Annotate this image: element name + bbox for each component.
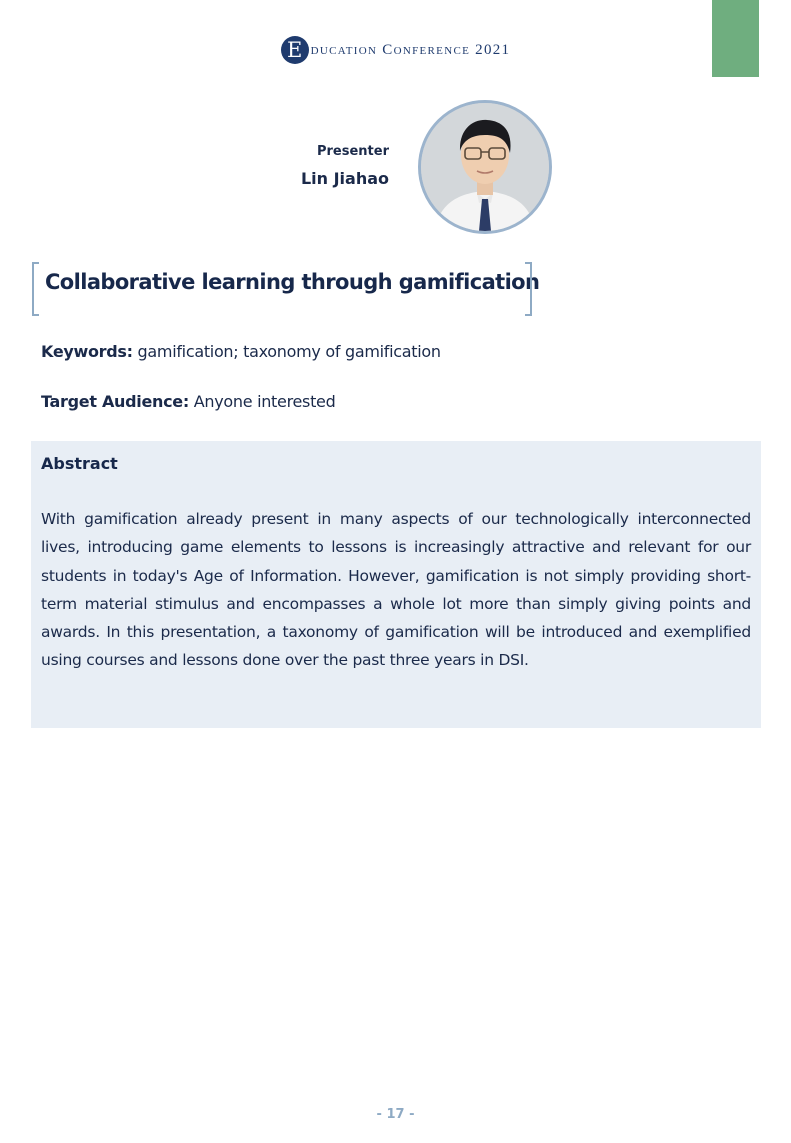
abstract-heading: Abstract	[41, 454, 118, 473]
presenter-name: Lin Jiahao	[300, 169, 389, 188]
keywords-value: gamification; taxonomy of gamification	[137, 342, 441, 361]
conference-title: ducation Conference 2021	[310, 41, 511, 58]
talk-title-box	[32, 262, 540, 316]
title-bracket-right	[525, 262, 532, 316]
logo-letter: E	[286, 38, 303, 62]
presenter-photo	[418, 100, 552, 234]
keywords-line	[41, 342, 441, 361]
audience-label: Target Audience:	[41, 392, 189, 411]
talk-title: Collaborative learning through gamification	[45, 270, 540, 294]
keywords-label: Keywords:	[41, 342, 133, 361]
presenter-label: Presenter	[316, 144, 389, 159]
audience-value: Anyone interested	[193, 392, 336, 411]
presenter-photo-illustration	[421, 103, 549, 231]
presenter-block	[301, 140, 389, 188]
conference-header	[0, 36, 791, 64]
conference-logo	[281, 36, 309, 64]
page-number: - 17 -	[376, 1107, 415, 1122]
audience-line	[41, 392, 335, 411]
title-bracket-left	[32, 262, 39, 316]
abstract-body: With gamification already present in many aspects of our technologically interconnected lives, introducing game elements to lessons is increasingly attractive and relevant for our students in today's Age of Information. However, gamification is not simply providing short-term material stimulus and encompasses a whole lot more than simply giving points and awards. In this presentation, a taxonomy of gamification will be introduced and exemplified using courses and lessons done over the past three years in DSI.	[41, 510, 751, 670]
abstract-box	[31, 441, 761, 728]
